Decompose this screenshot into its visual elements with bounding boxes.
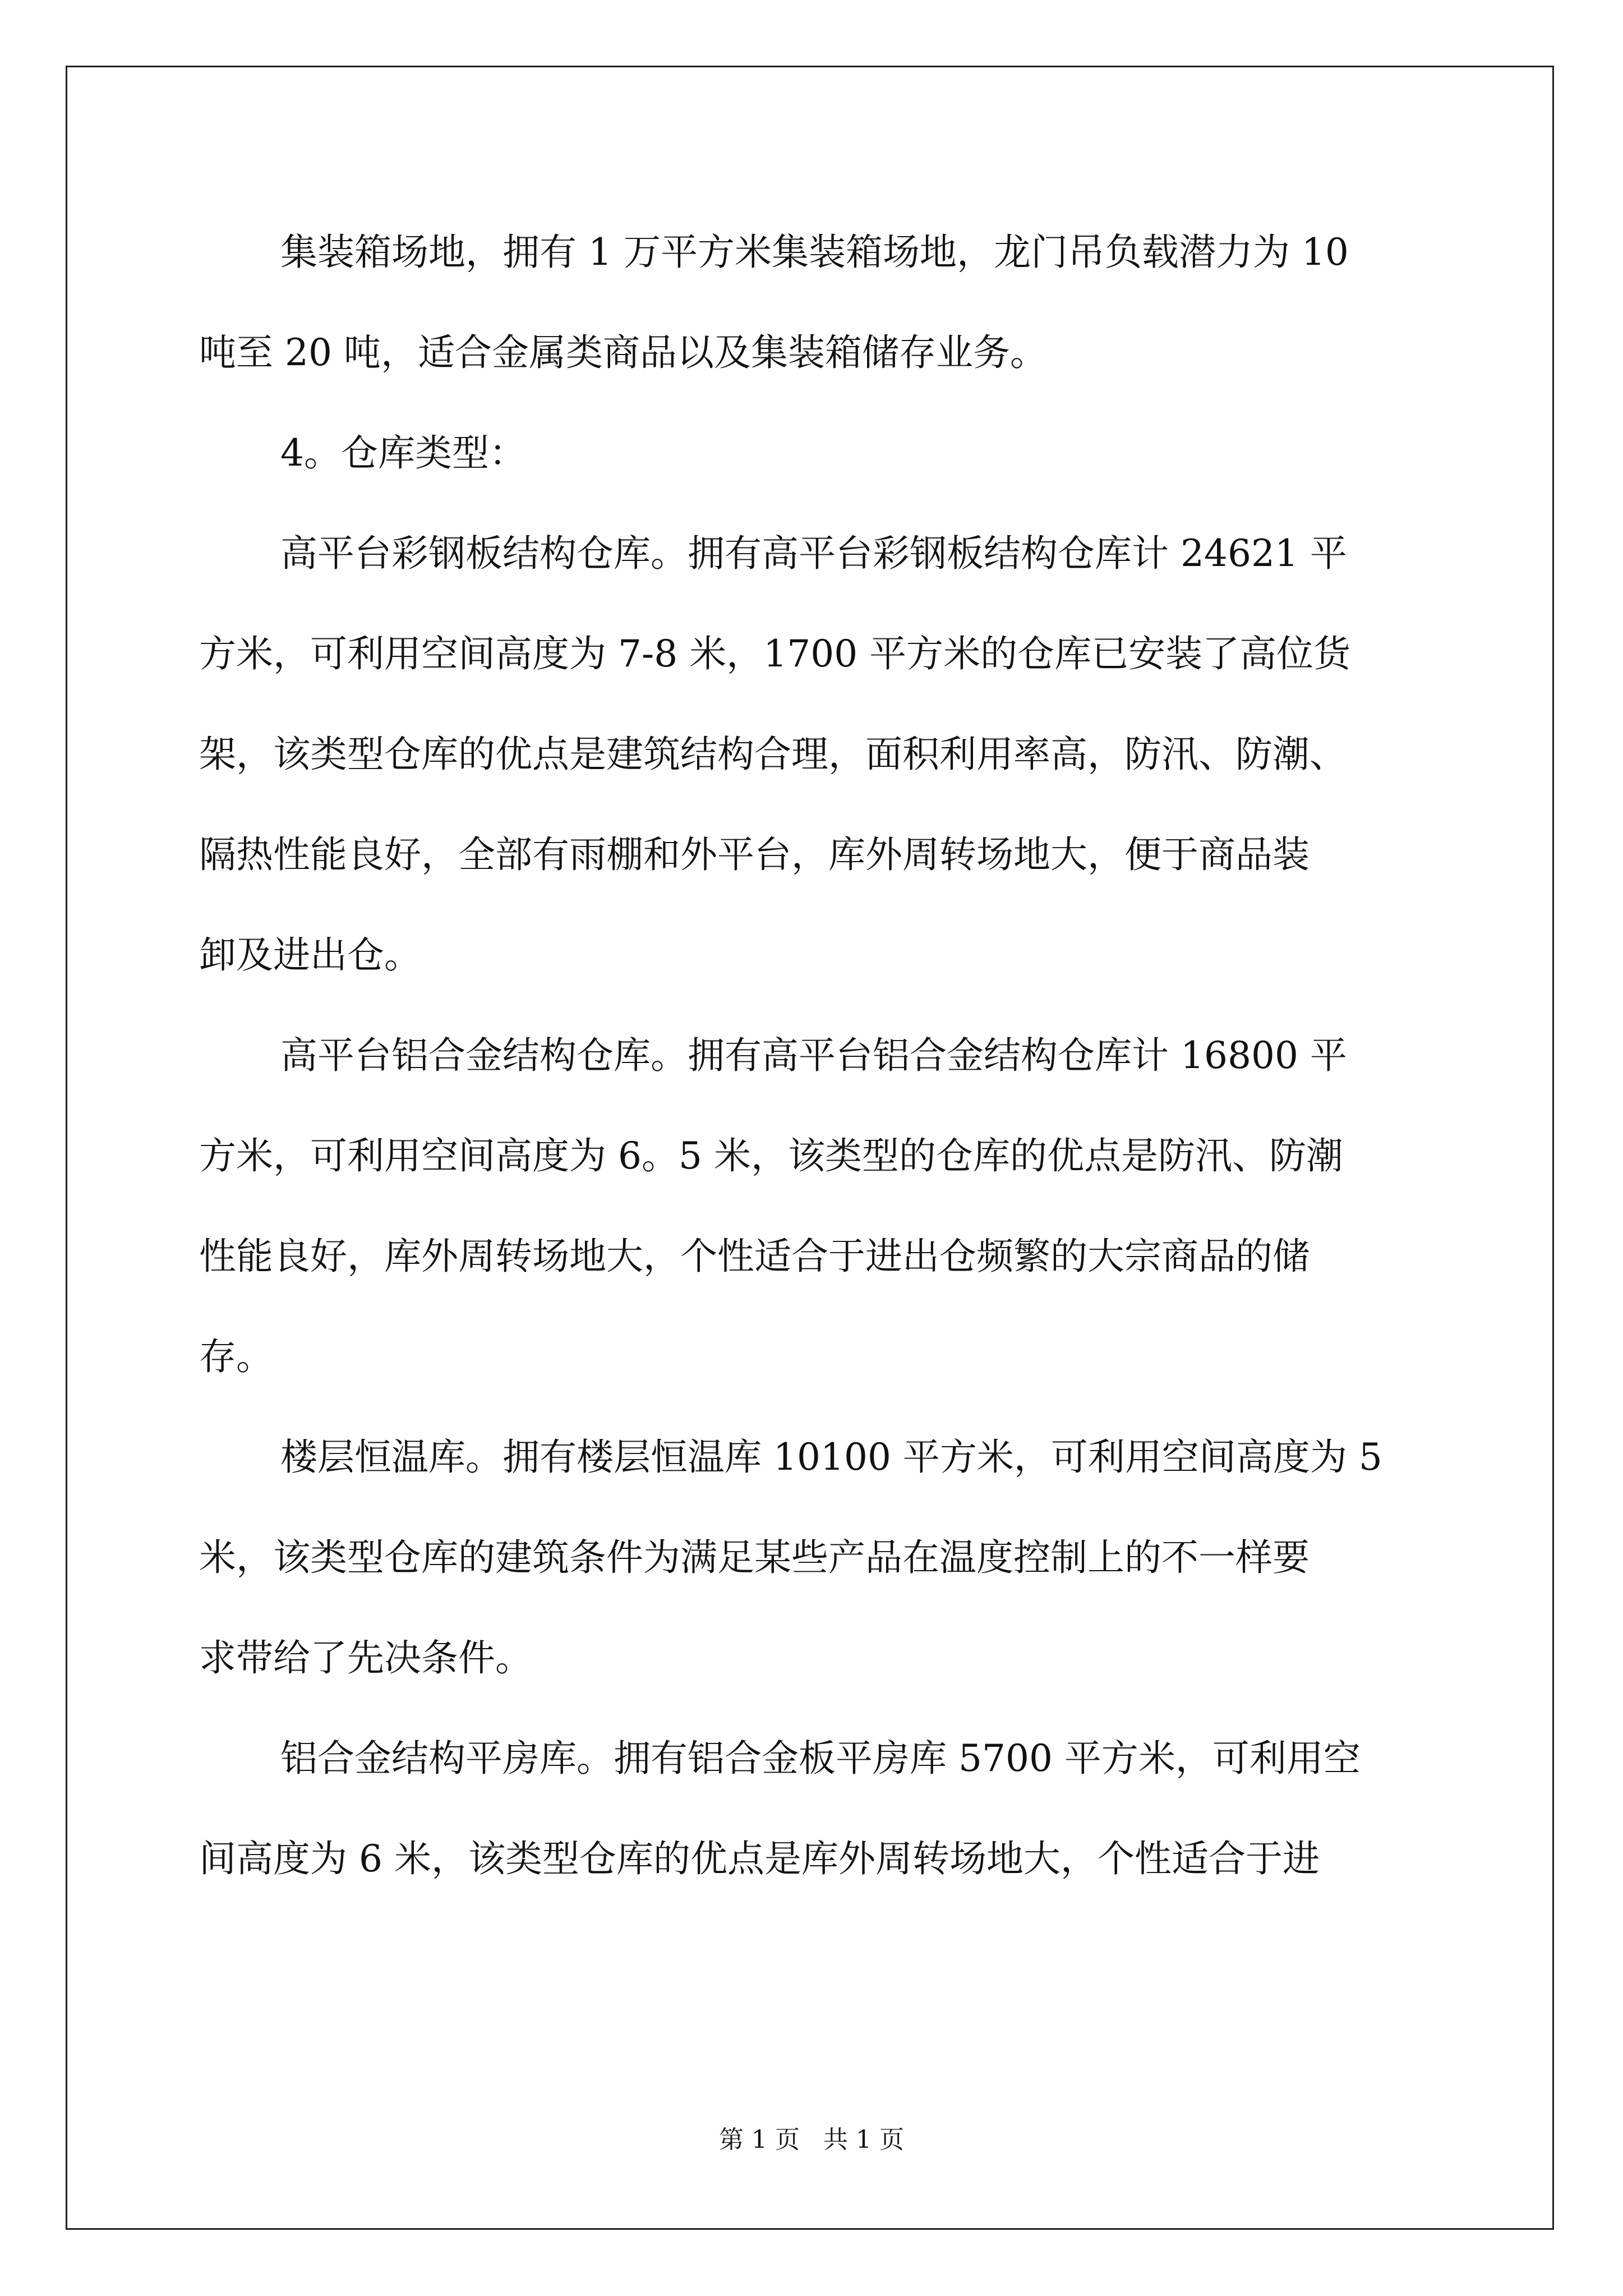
body-line-10: 性能良好，库外周转场地大，个性适合于进出仓频繁的大宗商品的储 — [199, 1235, 1310, 1278]
body-line-1: 集装箱场地，拥有 1 万平方米集装箱场地，龙门吊负载潜力为 10 — [280, 231, 1349, 274]
body-line-4: 方米，可利用空间高度为 7-8 米，1700 平方米的仓库已安装了高位货 — [199, 632, 1351, 675]
body-line-13: 米，该类型仓库的建筑条件为满足某些产品在温度控制上的不一样要 — [199, 1536, 1310, 1579]
body-line-16: 间高度为 6 米，该类型仓库的优点是库外周转场地大，个性适合于进 — [199, 1837, 1320, 1880]
body-line-6: 隔热性能良好，全部有雨棚和外平台，库外周转场地大，便于商品装 — [199, 833, 1310, 876]
body-line-9: 方米，可利用空间高度为 6。5 米，该类型的仓库的优点是防汛、防潮 — [199, 1134, 1343, 1177]
body-line-3: 高平台彩钢板结构仓库。拥有高平台彩钢板结构仓库计 24621 平 — [280, 532, 1347, 575]
page-footer: 第 1 页 共 1 页 — [719, 2125, 904, 2154]
section-heading: 4。仓库类型： — [280, 431, 526, 475]
body-line-7: 卸及进出仓。 — [199, 933, 421, 977]
body-line-14: 求带给了先决条件。 — [199, 1636, 532, 1680]
body-line-11: 存。 — [199, 1335, 273, 1378]
body-line-5: 架，该类型仓库的优点是建筑结构合理，面积利用率高，防汛、防潮、 — [199, 733, 1347, 776]
body-line-12: 楼层恒温库。拥有楼层恒温库 10100 平方米，可利用空间高度为 5 — [280, 1435, 1382, 1479]
body-line-8: 高平台铝合金结构仓库。拥有高平台铝合金结构仓库计 16800 平 — [280, 1034, 1347, 1077]
body-line-2: 吨至 20 吨，适合金属类商品以及集装箱储存业务。 — [199, 331, 1047, 374]
body-line-15: 铝合金结构平房库。拥有铝合金板平房库 5700 平方米，可利用空 — [280, 1737, 1361, 1780]
